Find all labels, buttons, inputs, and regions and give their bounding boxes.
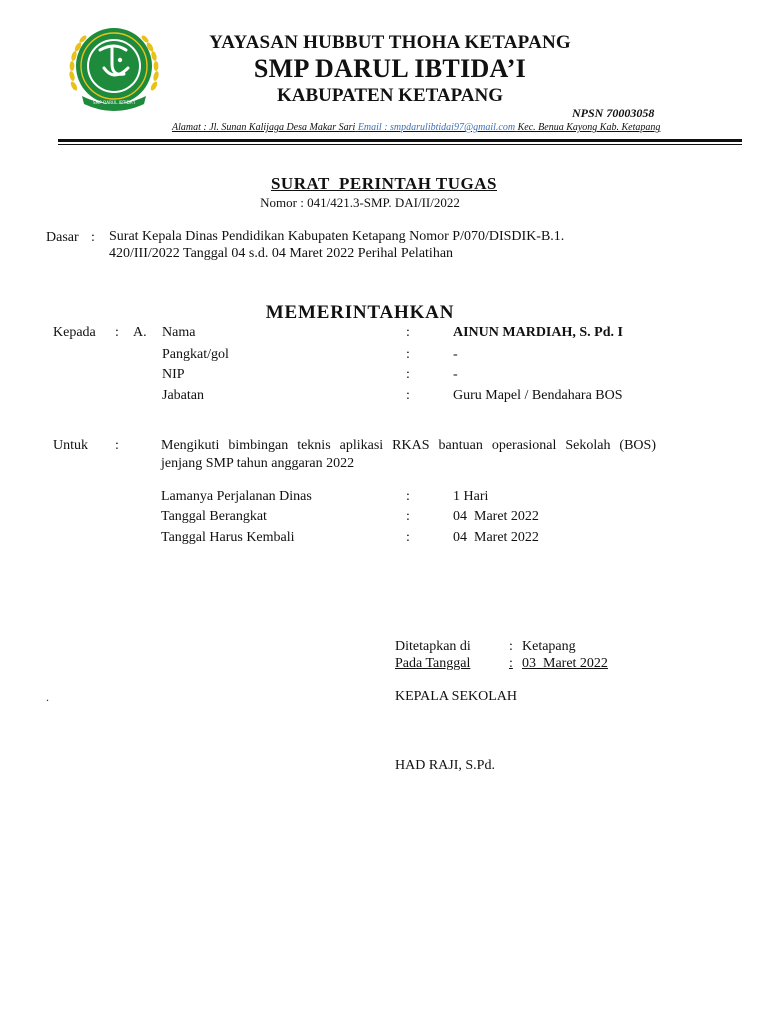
foundation-name: YAYASAN HUBBUT THOHA KETAPANG <box>209 32 571 53</box>
kepada-colon: : <box>115 325 119 340</box>
letter-title: SURAT PERINTAH TUGAS <box>270 174 498 193</box>
school-name: SMP DARUL IBTIDA’I <box>253 54 527 83</box>
letter-number: Nomor : 041/421.3-SMP. DAI/II/2022 <box>260 195 460 210</box>
letterhead-thin-rule <box>58 144 742 145</box>
dasar-label: Dasar <box>46 230 79 245</box>
address-prefix: Alamat : Jl. Sunan Kalijaga Desa Makar Sari <box>172 122 356 133</box>
memerintahkan-heading: MEMERINTAHKAN <box>265 302 455 323</box>
ditetapkan-value: Ketapang <box>522 639 576 654</box>
letterhead-thick-rule <box>58 139 742 142</box>
trip-colon-lama: : <box>406 489 410 504</box>
pada-tanggal-value: 03 Maret 2022 <box>522 656 608 671</box>
kepada-label: Kepada <box>53 325 96 340</box>
regency-name: KABUPATEN KETAPANG <box>276 85 504 106</box>
person-label-nip: NIP <box>162 367 185 382</box>
trip-value-lama: 1 Hari <box>453 489 489 504</box>
person-value-jabatan: Guru Mapel / Bendahara BOS <box>453 388 623 403</box>
untuk-text: Mengikuti bimbingan teknis aplikasi RKAS bantuan operasional Sekolah (BOS) jenjang SMP tahun anggaran 2022 <box>161 438 656 471</box>
person-colon-jabatan: : <box>406 388 410 403</box>
trip-value-kembali: 04 Maret 2022 <box>453 530 539 545</box>
logo-banner-text: SMP DARUL IBTIDA'I <box>92 100 136 105</box>
trip-label-lama: Lamanya Perjalanan Dinas <box>161 489 312 504</box>
person-label-jabatan: Jabatan <box>162 388 204 403</box>
trip-colon-kembali: : <box>406 530 410 545</box>
trip-label-kembali: Tanggal Harus Kembali <box>161 530 295 545</box>
address-suffix: Kec. Benua Kayong Kab. Ketapang <box>517 122 661 133</box>
signer-name: HAD RAJI, S.Pd. <box>395 758 495 773</box>
trip-colon-berangkat: : <box>406 509 410 524</box>
ditetapkan-colon: : <box>509 639 513 654</box>
person-colon-nama: : <box>406 325 410 340</box>
trip-label-berangkat: Tanggal Berangkat <box>161 509 267 524</box>
person-value-nip: - <box>453 367 458 382</box>
signer-title: KEPALA SEKOLAH <box>395 689 517 704</box>
person-colon-nip: : <box>406 367 410 382</box>
stray-dot: . <box>46 690 49 704</box>
email-address: Email : smpdarulibtidai97@gmail.com <box>357 122 516 133</box>
untuk-colon: : <box>115 438 119 453</box>
person-label-nama: Nama <box>162 325 196 340</box>
person-value-pangkat: - <box>453 347 458 362</box>
dasar-line-1: Surat Kepala Dinas Pendidikan Kabupaten Ketapang Nomor P/070/DISDIK-B.1. <box>109 229 565 244</box>
npsn-number: NPSN 70003058 <box>572 106 655 120</box>
untuk-label: Untuk <box>53 438 88 453</box>
pada-tanggal-colon: : <box>509 656 513 671</box>
address-line <box>172 122 660 133</box>
pada-tanggal-label: Pada Tanggal <box>395 656 471 671</box>
dasar-line-2: 420/III/2022 Tanggal 04 s.d. 04 Maret 2022 Perihal Pelatihan <box>109 246 454 261</box>
ditetapkan-label: Ditetapkan di <box>395 639 471 654</box>
person-colon-pangkat: : <box>406 347 410 362</box>
kepada-index: A. <box>133 325 147 340</box>
person-value-nama: AINUN MARDIAH, S. Pd. I <box>453 325 623 340</box>
dasar-colon: : <box>91 230 95 245</box>
school-logo-emblem <box>64 24 164 114</box>
person-label-pangkat: Pangkat/gol <box>162 347 229 362</box>
trip-value-berangkat: 04 Maret 2022 <box>453 509 539 524</box>
